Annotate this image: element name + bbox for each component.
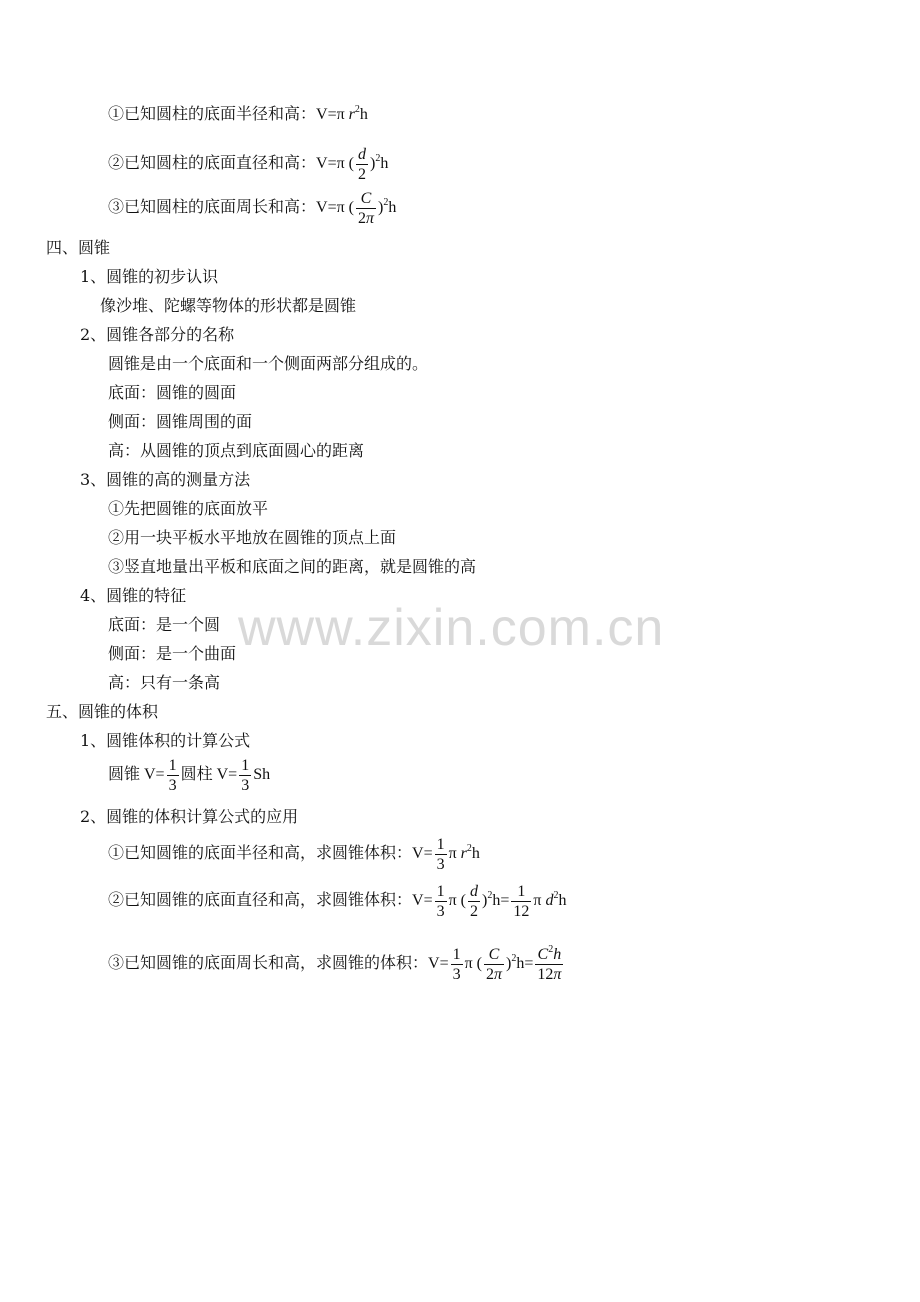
section4-sub4-line: 高：只有一条高 (108, 673, 221, 692)
section4-heading: 四、圆锥 (46, 238, 111, 257)
cone-formula-circumference-text: ③已知圆锥的底面周长和高，求圆锥的体积： (108, 953, 429, 972)
section4-sub3-line: ③竖直地量出平板和底面之间的距离，就是圆锥的高 (108, 557, 477, 576)
cylinder-formula-radius-text: ①已知圆柱的底面半径和高： (108, 104, 317, 123)
section4-sub4-line: 底面：是一个圆 (108, 615, 221, 634)
cone-formula-circumference-math: V= $\frac{1}{3}$ π ( $\frac{C}{2\pi}$ )$^2$h= $\frac{C^2h}{12\pi}$ (428, 943, 562, 983)
cylinder-formula-circumference-text: ③已知圆柱的底面周长和高： (108, 197, 317, 216)
section4-sub2-line: 底面：圆锥的圆面 (108, 383, 237, 402)
section4-sub3-line: ①先把圆锥的底面放平 (108, 499, 269, 518)
section4-sub2-line: 侧面：圆锥周围的面 (108, 412, 253, 431)
cone-volume-formula: 圆锥 V= $\frac{1}{3}$ 圆柱 V= $\frac{1}{3}$ Sh (108, 757, 271, 794)
cylinder-formula-circumference-math: V=π ( $\frac{C}{2\pi}$ )$^2$h (316, 189, 397, 227)
section4-sub2-title: 2、圆锥各部分的名称 (80, 325, 235, 344)
cylinder-formula-diameter-math: V=π ( $\frac{d}{2}$ )$^2$h (316, 145, 389, 183)
section5-sub2-title: 2、圆锥的体积计算公式的应用 (80, 807, 299, 826)
watermark: www.zixin.com.cn (238, 599, 665, 657)
section5-heading: 五、圆锥的体积 (46, 702, 159, 721)
cylinder-formula-diameter (108, 144, 388, 184)
section4-sub1-line: 像沙堆、陀螺等物体的形状都是圆锥 (100, 296, 357, 315)
cylinder-formula-diameter-text: ②已知圆柱的底面直径和高： (108, 153, 317, 172)
cone-formula-circumference (108, 944, 565, 984)
cone-formula-radius-math: V= $\frac{1}{3}$ π $r^2h$ (412, 835, 480, 873)
cone-formula-radius-text: ①已知圆锥的底面半径和高，求圆锥体积： (108, 843, 413, 862)
section4-sub2-line: 圆锥是由一个底面和一个侧面两部分组成的。 (108, 354, 429, 373)
cylinder-formula-radius-math: V=π $r^2h$ (316, 104, 368, 123)
section4-sub3-line: ②用一块平板水平地放在圆锥的顶点上面 (108, 528, 397, 547)
cylinder-formula-circumference (108, 188, 396, 228)
cone-formula-radius (108, 834, 480, 874)
section4-sub2-line: 高：从圆锥的顶点到底面圆心的距离 (108, 441, 365, 460)
cone-formula-diameter-math: V= $\frac{1}{3}$ π ( $\frac{d}{2}$ )$^2$h= $\frac{1}{12}$ π $d^2h$ (412, 882, 567, 920)
section5-sub1-title: 1、圆锥体积的计算公式 (80, 731, 251, 750)
section4-sub3-title: 3、圆锥的高的测量方法 (80, 470, 251, 489)
cylinder-formula-radius (108, 104, 368, 125)
section4-sub4-line: 侧面：是一个曲面 (108, 644, 237, 663)
cone-formula-diameter (108, 881, 566, 921)
section4-sub4-title: 4、圆锥的特征 (80, 586, 187, 605)
cone-formula-diameter-text: ②已知圆锥的底面直径和高，求圆锥体积： (108, 890, 413, 909)
section4-sub1-title: 1、圆锥的初步认识 (80, 267, 219, 286)
